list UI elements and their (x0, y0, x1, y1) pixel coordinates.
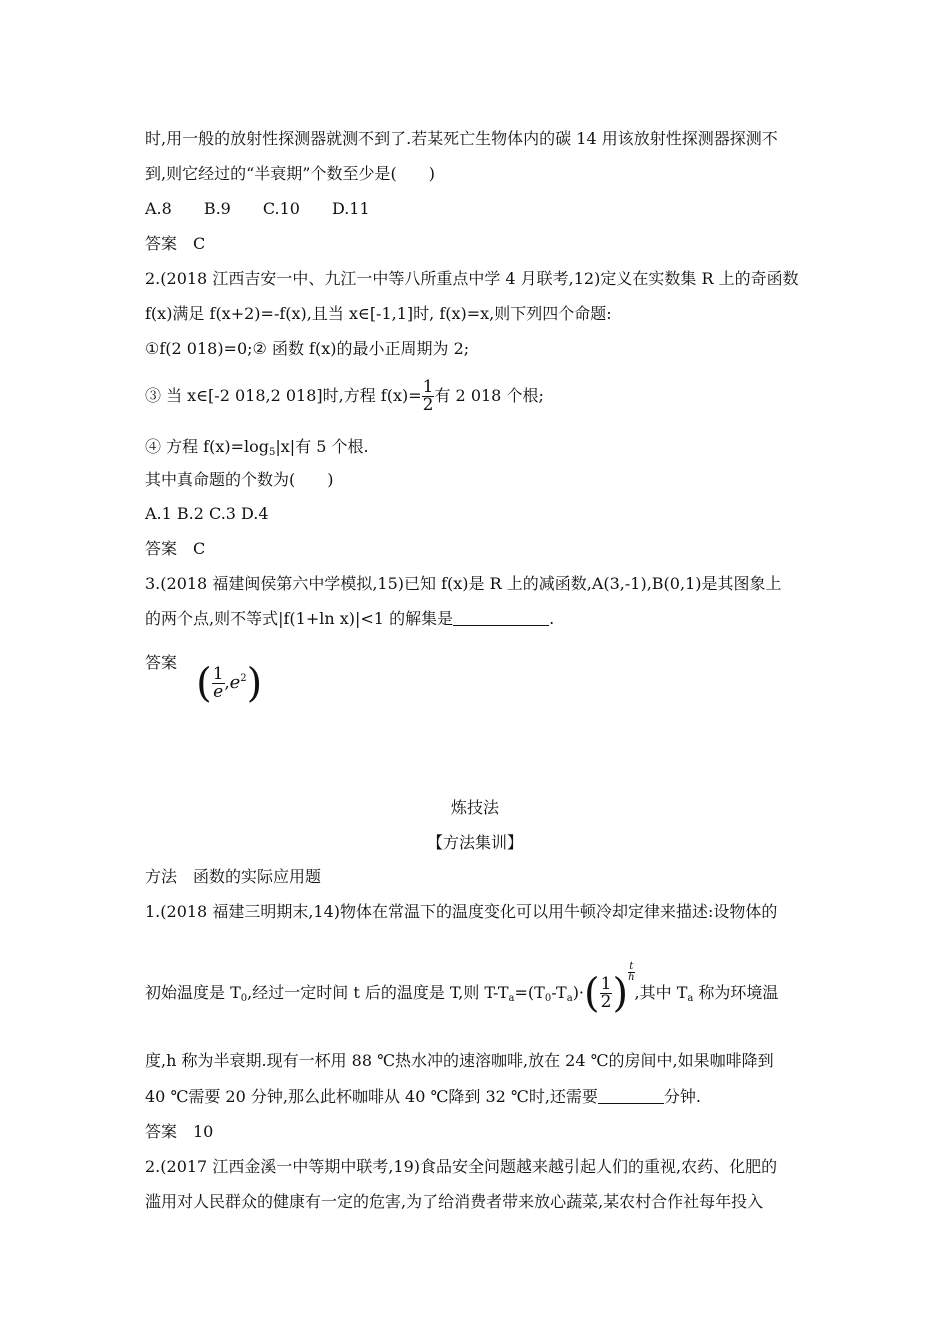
p1-text-c: =(T (514, 983, 545, 1002)
p1-right-paren-icon: ) (612, 970, 629, 1017)
p1-text-a: 初始温度是 T (145, 983, 241, 1002)
q2-answer: 答案 C (145, 539, 206, 558)
q1-line-1: 时,用一般的放射性探测器就测不到了.若某死亡生物体内的碳 14 用该放射性探测器探测不 (145, 129, 778, 148)
p1-fraction (600, 976, 613, 1011)
p1-text-e: )· (572, 983, 585, 1002)
p1-line-1: 1.(2018 福建三明期末,14)物体在常温下的温度变化可以用牛顿冷却定律来描述:设物体的 (145, 902, 778, 921)
section-subtitle: 【方法集训】 (426, 833, 523, 852)
p1-exp-den: h (628, 972, 635, 983)
p1-line-4-end: 分钟. (663, 1087, 702, 1106)
p1-line-4 (145, 1086, 701, 1108)
p1-exponent (628, 962, 634, 983)
q2-line-5 (145, 436, 369, 464)
left-paren-icon: ( (196, 660, 212, 707)
section-title: 炼技法 (450, 798, 499, 817)
p1-line-2 (145, 962, 778, 1024)
p1-frac-num: 1 (600, 974, 612, 994)
p1-sub-0b: 0 (544, 993, 552, 1004)
q2-line-1: 2.(2018 江西吉安一中、九江一中等八所重点中学 4 月联考,12)定义在实数集 R 上的奇函数 (145, 269, 799, 288)
p1-sub-ab: a (566, 993, 573, 1004)
p1-answer: 答案 10 (145, 1122, 214, 1141)
p1-sub-a: a (508, 993, 515, 1004)
right-paren-icon: ) (246, 660, 263, 707)
q3-line-2 (145, 608, 554, 630)
q2-line-4 (145, 374, 544, 418)
q2-line-6: 其中真命题的个数为( ) (145, 470, 334, 489)
p1-text-f: ,其中 T (634, 983, 688, 1002)
q2-line-4-post: 有 2 018 个根; (434, 386, 544, 405)
method-heading: 方法 函数的实际应用题 (145, 867, 322, 886)
q1-options: A.8 B.9 C.10 D.11 (145, 199, 370, 218)
q3-answer-fraction (212, 666, 225, 701)
q3-answer-label: 答案 (145, 653, 178, 672)
q2-fraction-den: 2 (422, 395, 434, 415)
q3-answer-sep: , (224, 673, 230, 692)
q1-line-2: 到,则它经过的“半衰期”个数至少是( ) (145, 164, 435, 183)
q2-options: A.1 B.2 C.3 D.4 (145, 504, 269, 523)
q3-answer-e: e (229, 672, 241, 693)
q2-line-5-pre: ④ 方程 f(x)=log (145, 437, 270, 456)
q3-line-2-end: . (549, 609, 555, 628)
p1-sub-ac: a (687, 993, 694, 1004)
q2-line-5-post: |x|有 5 个根. (275, 437, 369, 456)
q2-line-3: ①f(2 018)=0;② 函数 f(x)的最小正周期为 2; (145, 339, 470, 358)
q3-answer-exponent: 2 (240, 673, 247, 684)
p2-line-1: 2.(2017 江西金溪一中等期中联考,19)食品安全问题越来越引起人们的重视,农药、化肥的 (145, 1157, 778, 1176)
p2-line-2: 滥用对人民群众的健康有一定的危害,为了给消费者带来放心蔬菜,某农村合作社每年投入 (145, 1192, 764, 1211)
q3-line-1: 3.(2018 福建闽侯第六中学模拟,15)已知 f(x)是 R 上的减函数,A(3,-1),B(0,1)是其图象上 (145, 574, 782, 593)
q3-answer-frac-den: e (213, 682, 224, 702)
p1-text-d: -T (551, 983, 567, 1002)
q3-answer-blank (453, 609, 549, 626)
p1-exp-num: t (629, 961, 634, 972)
q2-fraction-num: 1 (422, 377, 434, 397)
q2-log-base: 5 (269, 447, 276, 458)
q3-answer (145, 652, 262, 708)
p1-line-4-text: 40 ℃需要 20 分钟,那么此杯咖啡从 40 ℃降到 32 ℃时,还需要 (145, 1087, 598, 1106)
p1-left-paren-icon: ( (584, 970, 600, 1017)
q2-line-2: f(x)满足 f(x+2)=-f(x),且当 x∈[-1,1]时, f(x)=x,则下列四个命题: (145, 304, 612, 323)
q2-line-4-pre: ③ 当 x∈[-2 018,2 018]时,方程 f(x)= (145, 386, 422, 405)
q2-fraction (422, 379, 435, 414)
p1-frac-den: 2 (600, 992, 612, 1012)
p1-text-b: ,经过一定时间 t 后的温度是 T,则 T-T (247, 983, 509, 1002)
p1-answer-blank (598, 1087, 664, 1104)
p1-line-3: 度,h 称为半衰期.现有一杯用 88 ℃热水冲的速溶咖啡,放在 24 ℃的房间中,如果咖啡降到 (145, 1051, 774, 1070)
q3-line-2-text: 的两个点,则不等式|f(1+ln x)|<1 的解集是 (145, 609, 454, 628)
q1-answer: 答案 C (145, 234, 206, 253)
q3-answer-frac-num: 1 (212, 664, 224, 684)
p1-sub-0: 0 (240, 993, 248, 1004)
q3-answer-expression (196, 654, 262, 708)
p1-text-g: 称为环境温 (693, 983, 779, 1002)
